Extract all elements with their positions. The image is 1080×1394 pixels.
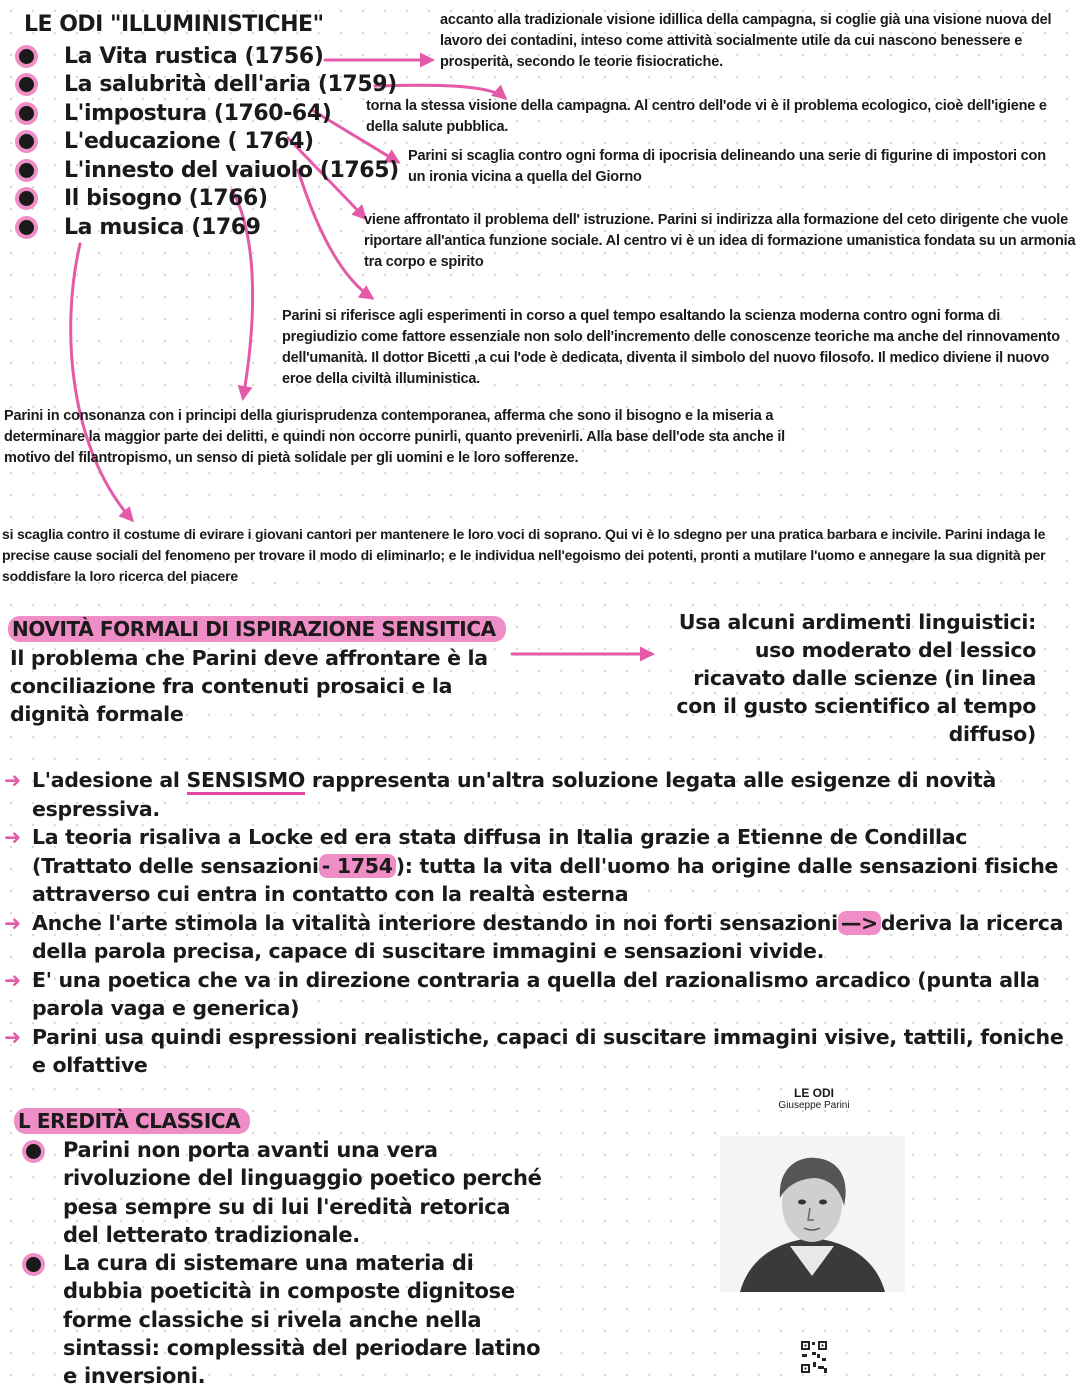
list-item: L'educazione ( 1764)	[14, 128, 399, 157]
odes-list	[14, 42, 399, 242]
book-title: LE ODI	[793, 1086, 834, 1100]
list-item: La salubrità dell'aria (1759)	[14, 71, 399, 100]
portrait-image-icon	[720, 1136, 905, 1292]
bullet-icon	[19, 77, 34, 92]
section-title-novita: NOVITÀ FORMALI DI ISPIRAZIONE SENSITICA	[8, 616, 506, 642]
sensismo-list	[4, 766, 1064, 1080]
arrow-right-icon: ➜	[4, 910, 21, 935]
note-salubrita: torna la stessa visione della campagna. Al centro dell'ode vi è il problema ecologico, cioè dell'igiene e della salute pubblica.	[366, 98, 1047, 135]
list-item: La Vita rustica (1756)	[14, 42, 399, 71]
list-item: La musica (1769	[14, 213, 399, 242]
bullet-icon	[19, 220, 34, 235]
list-item: ➜ Parini usa quindi espressioni realistiche, capaci di suscitare immagini visive, tattili, foniche e olfattive	[4, 1024, 1064, 1077]
bullet-icon	[19, 191, 34, 206]
note-vita-rustica: accanto alla tradizionale visione idillica della campagna, si coglie già una visione nuova del lavoro dei contadini, inteso come attività socialmente utile da cui nascono benessere e prosperità, secondo le teorie fisiocratiche.	[440, 12, 1052, 70]
arrow-right-icon: ➜	[4, 1024, 21, 1049]
list-item: L'innesto del vaiuolo (1765)	[14, 156, 399, 185]
arrow-right-icon: ➜	[4, 768, 21, 792]
note-bisogno: Parini in consonanza con i principi della giurisprudenza contemporanea, afferma che sono il bisogno e la miseria a determinare la maggior parte dei delitti, e quindi non occorre punirli, quanto prevenirli. Alla base dell'ode sta anche il motivo del filantropismo, un senso di pietà solidale per gli uomini e le loro sofferenze.	[4, 408, 786, 466]
book-caption	[720, 1086, 908, 1111]
note-innesto: Parini si riferisce agli esperimenti in corso a quel tempo esaltando la scienza moderna contro ogni forma di pregiudizio come fattore essenziale non solo dell'incremento delle conoscenze teoriche ma anche del rinnovamento dell'umanità. Il dottor Bicetti ,a cui l'ode è dedicata, diventa il simbolo del nuovo filosofo. Il medico diviene il nuovo eroe della civiltà illuministica.	[282, 308, 1060, 387]
list-item: ➜ E' una poetica che va in direzione contraria a quella del razionalismo arcadico (punta alla parola vaga e generica)	[4, 967, 1040, 1020]
list-item: L'impostura (1760-64)	[14, 99, 399, 128]
odes-title: LE ODI "ILLUMINISTICHE"	[24, 12, 324, 37]
eredita-list	[22, 1136, 542, 1391]
list-item: Il bisogno (1766)	[14, 185, 399, 214]
bullet-icon	[26, 1144, 41, 1159]
qr-code-icon	[800, 1340, 828, 1374]
author-portrait	[720, 1136, 905, 1292]
note-educazione: viene affrontato il problema dell' istruzione. Parini si indirizza alla formazione del ceto dirigente che vuole riportare all'antica funzione sociale. Al centro vi è un idea di formazione umanistica fondata su un armonia tra corpo e spirito	[364, 212, 1076, 270]
list-item: ➜ Anche l'arte stimola la vitalità interiore destando in noi forti sensazioni —> deriva la ricerca della parola precisa, capace di suscitare immagini e sensazioni vivide.	[4, 910, 1064, 963]
bullet-icon	[19, 106, 34, 121]
list-item: ➜ L'adesione al SENSISMO rappresenta un'altra soluzione legata alle esigenze di novità espressiva.	[4, 768, 997, 821]
list-item: Parini non porta avanti una vera rivoluzione del linguaggio poetico perché pesa sempre su di lui l'eredità retorica del letterato tradizionale.	[22, 1136, 542, 1249]
arrow-musica	[71, 244, 132, 520]
note-impostura: Parini si scaglia contro ogni forma di ipocrisia delineando una serie di figurine di impostori con un ironia vicina a quella del Giorno	[408, 148, 1046, 185]
book-author: Giuseppe Parini	[778, 1100, 850, 1111]
list-item: La cura di sistemare una materia di dubbia poeticità in composte dignitose forme classiche si rivela anche nella sintassi: complessità del periodare latino e inversioni.	[22, 1249, 542, 1390]
arrow-right-icon: ➜	[4, 967, 21, 992]
bullet-icon	[19, 134, 34, 149]
bullet-icon	[19, 163, 34, 178]
novita-text: Il problema che Parini deve affrontare è la conciliazione fra contenuti prosaici e la dignità formale	[10, 646, 488, 726]
novita-right-text: Usa alcuni ardimenti linguistici: uso moderato del lessico ricavato dalle scienze (in linea con il gusto scientifico al tempo diffuso)	[676, 610, 1036, 746]
note-musica: si scaglia contro il costume di evirare i giovani cantori per mantenere le loro voci di soprano. Qui vi è lo sdegno per una pratica barbara e incivile. Parini indaga le precise cause sociali del fenomeno per trovare il modo di eliminarlo; e le individua nell'egoismo dei potenti, pronti a mutilare l'uomo e annegare la sua dignità per soddisfare la loro ricerca del piacere	[2, 526, 1046, 584]
bullet-icon	[19, 49, 34, 64]
arrow-right-icon: ➜	[4, 825, 21, 849]
bullet-icon	[26, 1257, 41, 1272]
list-item: ➜ La teoria risaliva a Locke ed era stata diffusa in Italia grazie a Etienne de Condillac (Trattato delle sensazioni - 1754 ): tutta la vita dell'uomo ha origine dalle sensazioni fisiche attraverso cui entra in contatto con la realtà esterna	[4, 825, 1059, 906]
section-title-eredita: L EREDITÀ CLASSICA	[14, 1108, 250, 1134]
